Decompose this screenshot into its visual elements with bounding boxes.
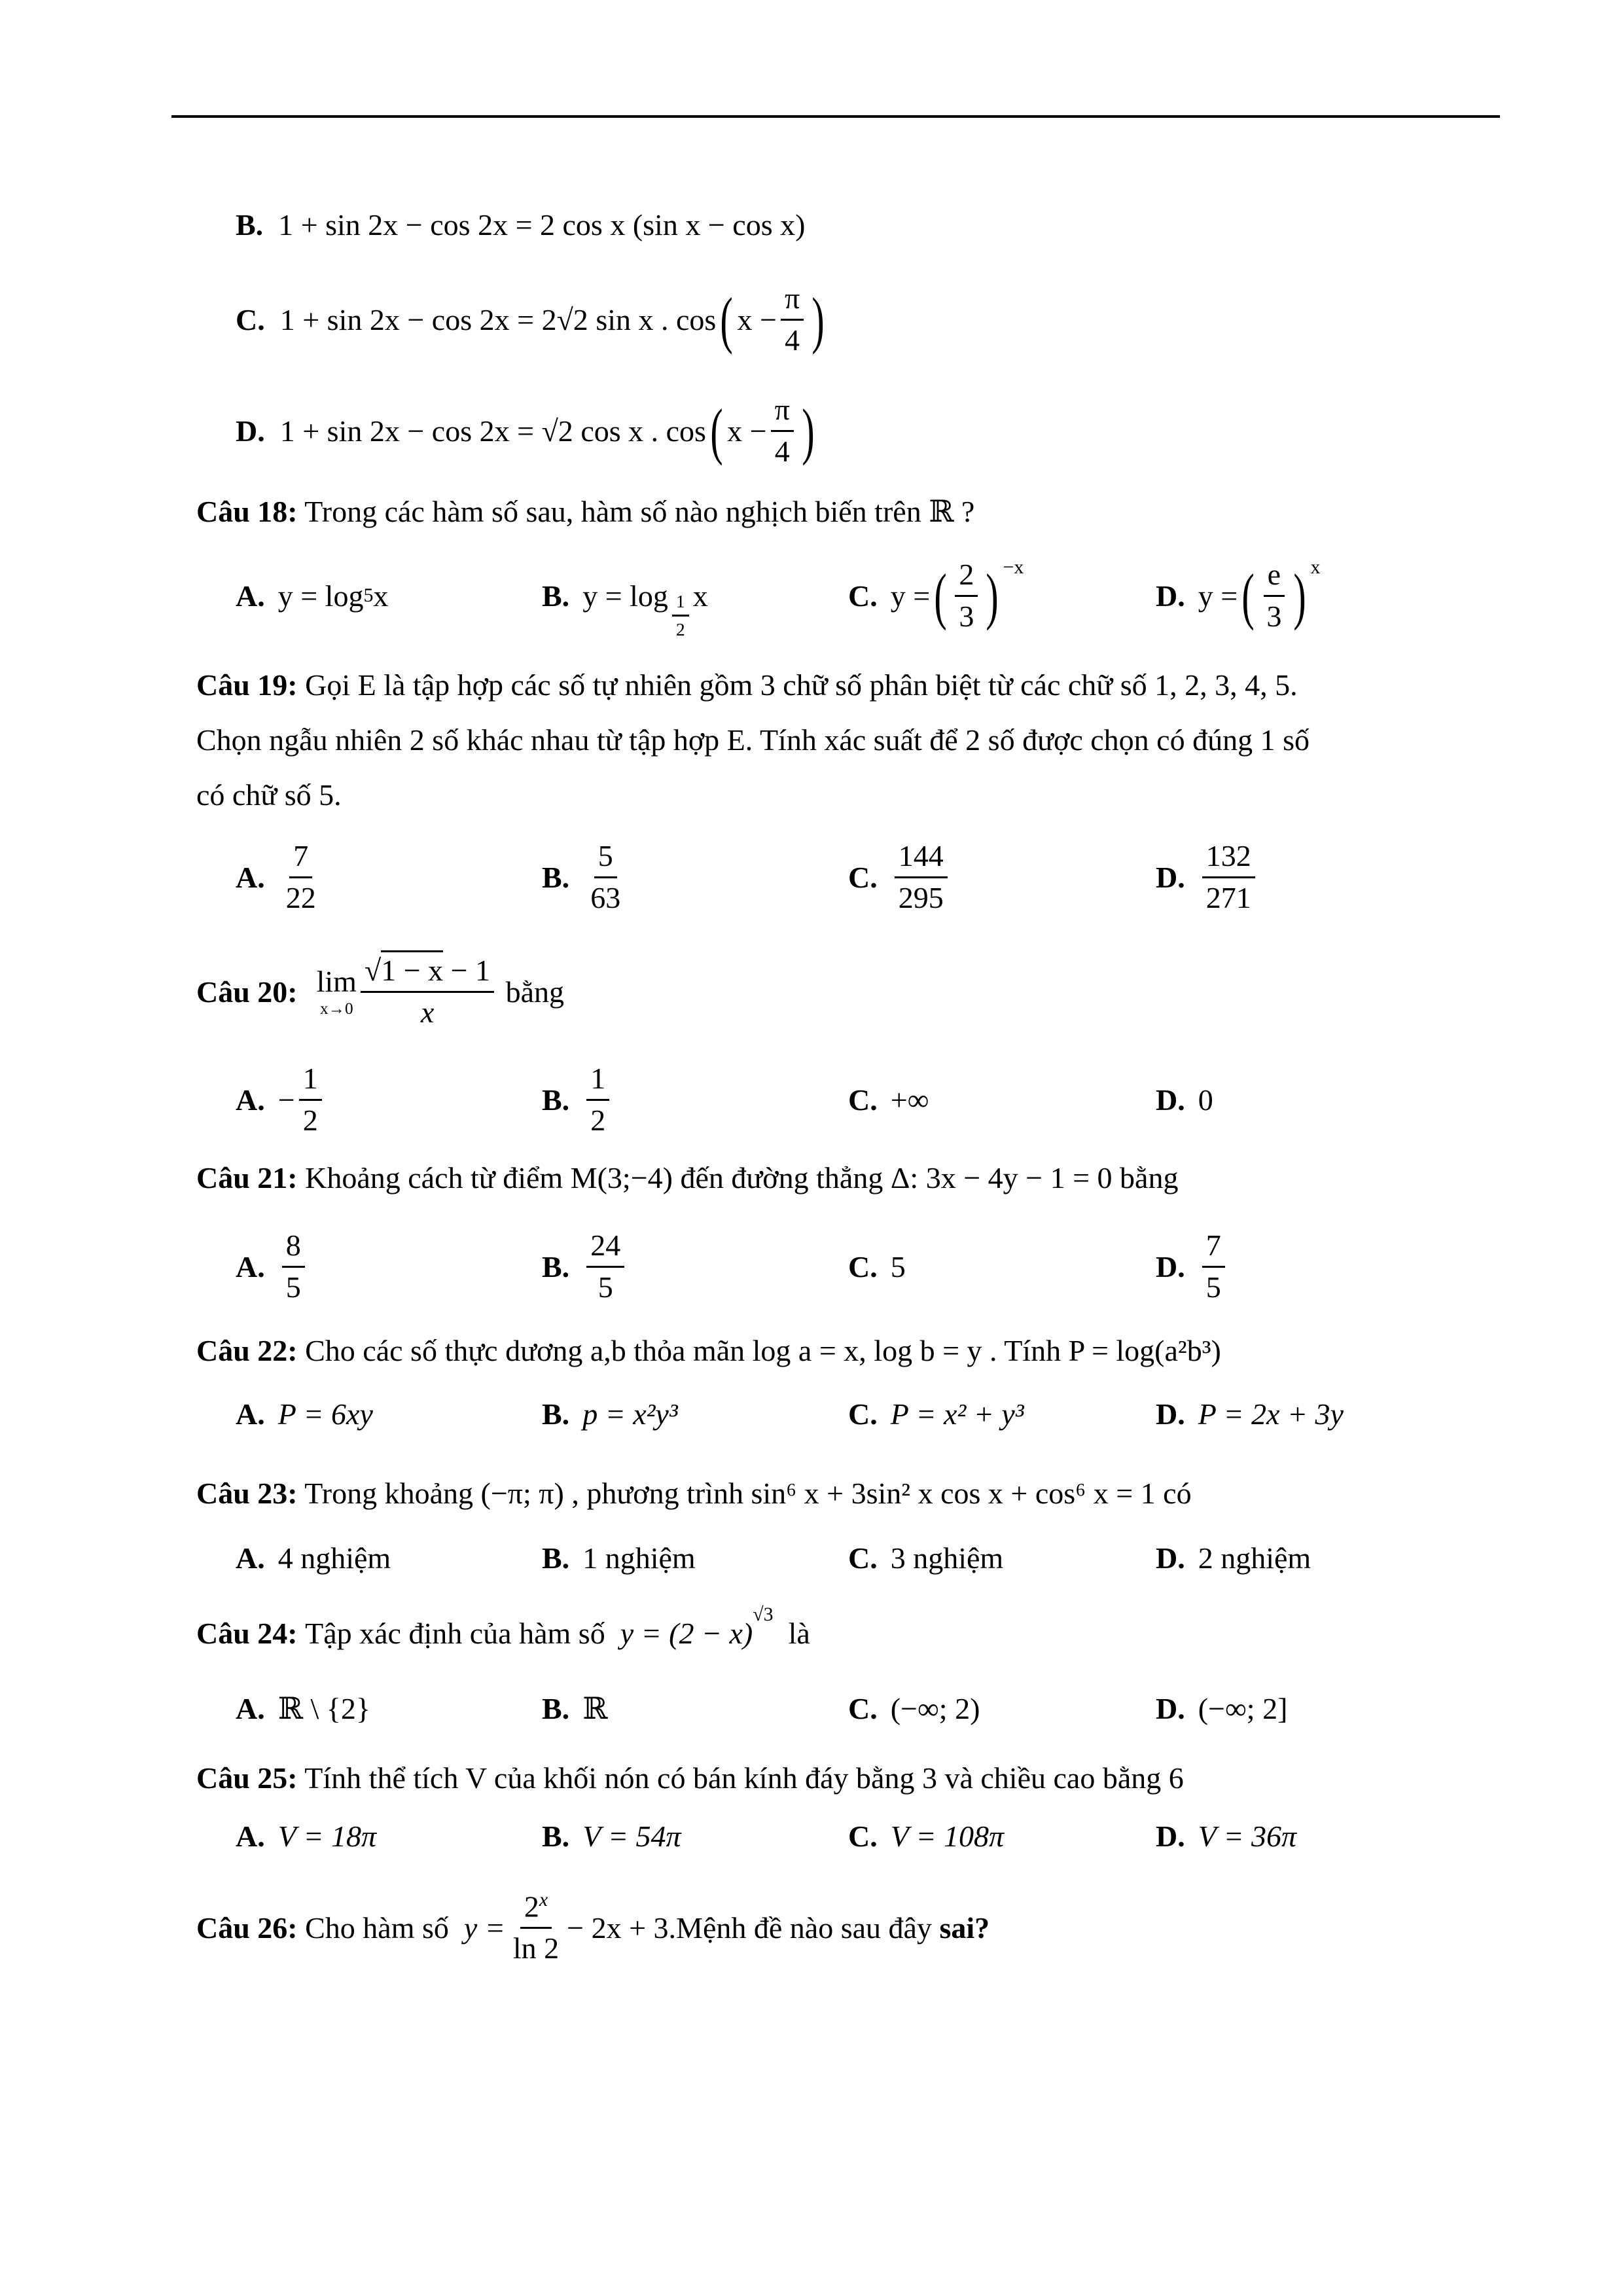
q24-option-A[interactable]: A. ℝ \ {2} — [236, 1691, 370, 1725]
q24-option-D[interactable]: D. (−∞; 2] — [1156, 1691, 1288, 1725]
q19-option-B[interactable]: B. $\frac{5}{63}$ — [542, 838, 621, 914]
question-24: Câu 24: Tập xác định của hàm số y = (2 − x) √3 là — [196, 1604, 810, 1650]
question-20: Câu 20: lim x→0 $\frac{√1 - x - 1}{x}$ bằng — [196, 942, 564, 1041]
q20-option-B[interactable]: B. $\frac{1}{2}$ — [542, 1054, 613, 1145]
option-D-top[interactable]: D. 1 + sin 2x − cos 2x = √2 cos x . cos ( x − $\frac{\pi}{4}$ ) — [236, 392, 815, 468]
q20-option-D[interactable]: D. 0 — [1156, 1083, 1213, 1117]
q23-option-C[interactable]: C. 3 nghiệm — [848, 1541, 1004, 1575]
question-21: Câu 21: Khoảng cách từ điểm M(3;−4) đến đường thẳng Δ: 3x − 4y − 1 = 0 bằng — [196, 1161, 1179, 1194]
q24-option-B[interactable]: B. ℝ — [542, 1691, 608, 1725]
q22-option-C[interactable]: C. P = x² + y³ — [848, 1397, 1024, 1431]
q19-option-C[interactable]: C. $\frac{144}{295}$ — [848, 831, 952, 923]
q25-option-B[interactable]: B. V = 54π — [542, 1819, 681, 1853]
q18-options — [0, 550, 1623, 641]
q22-option-B[interactable]: B. p = x²y³ — [542, 1397, 678, 1431]
q18-option-A[interactable]: A. y = log 5 x — [236, 579, 389, 613]
q18-option-B[interactable]: B. y = log $\frac{1}{2}$ x — [542, 579, 708, 639]
q25-option-D[interactable]: D. V = 36π — [1156, 1819, 1297, 1853]
q25-option-A[interactable]: A. V = 18π — [236, 1819, 377, 1853]
q24-options — [0, 1676, 1623, 1741]
q20-options — [0, 1054, 1623, 1145]
q21-option-A[interactable]: A. $\frac{8}{5}$ — [236, 1221, 309, 1312]
q24-option-C[interactable]: C. (−∞; 2) — [848, 1691, 980, 1725]
q25-options — [0, 1806, 1623, 1865]
option-B-top[interactable]: B. 1 + sin 2x − cos 2x = 2 cos x (sin x − cos x) — [236, 207, 806, 242]
q22-option-D[interactable]: D. P = 2x + 3y — [1156, 1397, 1344, 1431]
q21-option-C[interactable]: C. 5 — [848, 1249, 906, 1283]
option-B-rhs: 2 cos x (sin x − cos x) — [540, 207, 806, 242]
q18-option-D[interactable]: D. y = ( $\frac{e}{3}$ ) x — [1156, 556, 1321, 633]
question-22: Câu 22: Cho các số thực dương a,b thỏa mãn log a = x, log b = y . Tính P = log(a²b³) — [196, 1334, 1221, 1367]
question-26: Câu 26: Cho hàm số y = $\frac{2^x}{\ln 2}$ − 2x + 3 .Mệnh đề nào sau đây sai? — [196, 1888, 990, 1965]
q23-option-A[interactable]: A. 4 nghiệm — [236, 1541, 391, 1575]
q19-option-A[interactable]: A. $\frac{7}{22}$ — [236, 838, 316, 914]
q23-options — [0, 1532, 1623, 1584]
q20-option-C[interactable]: C. +∞ — [848, 1083, 929, 1117]
question-25: Câu 25: Tính thể tích V của khối nón có bán kính đáy bằng 3 và chiều cao bằng 6 — [196, 1761, 1184, 1795]
q23-option-B[interactable]: B. 1 nghiệm — [542, 1541, 696, 1575]
q20-option-A[interactable]: A. − $\frac{1}{2}$ — [236, 1054, 326, 1145]
option-B-lhs: 1 + sin 2x − cos 2x = — [278, 207, 533, 242]
q21-option-B[interactable]: B. $\frac{24}{5}$ — [542, 1221, 628, 1312]
q19-option-D[interactable]: D. $\frac{132}{271}$ — [1156, 831, 1259, 923]
q23-option-D[interactable]: D. 2 nghiệm — [1156, 1541, 1311, 1575]
q18-option-C[interactable]: C. y = ( $\frac{2}{3}$ ) −x — [848, 556, 1024, 633]
option-C-top[interactable]: C. 1 + sin 2x − cos 2x = 2√2 sin x . cos ( x − $\frac{\pi}{4}$ ) — [236, 281, 825, 357]
q19-options — [0, 831, 1623, 923]
q21-option-D[interactable]: D. $\frac{7}{5}$ — [1156, 1221, 1229, 1312]
q25-option-C[interactable]: C. V = 108π — [848, 1819, 1005, 1853]
header-rule — [171, 115, 1500, 118]
question-18: Câu 18: Trong các hàm số sau, hàm số nào nghịch biến trên ℝ ? — [196, 495, 975, 528]
question-19: Câu 19: Gọi E là tập hợp các số tự nhiên gồm 3 chữ số phân biệt từ các chữ số 1, 2, 3, 4, 5. Chọn ngẫu nhiên 2 số khác nhau từ tập hợp E. Tính xác suất để 2 số được chọn có đúng 1 số có chữ số 5. — [196, 668, 1310, 812]
q22-options — [0, 1381, 1623, 1446]
question-23: Câu 23: Trong khoảng (−π; π) , phương trình sin⁶ x + 3sin² x cos x + cos⁶ x = 1 có — [196, 1477, 1192, 1510]
q22-option-A[interactable]: A. P = 6xy — [236, 1397, 373, 1431]
q21-options — [0, 1221, 1623, 1312]
